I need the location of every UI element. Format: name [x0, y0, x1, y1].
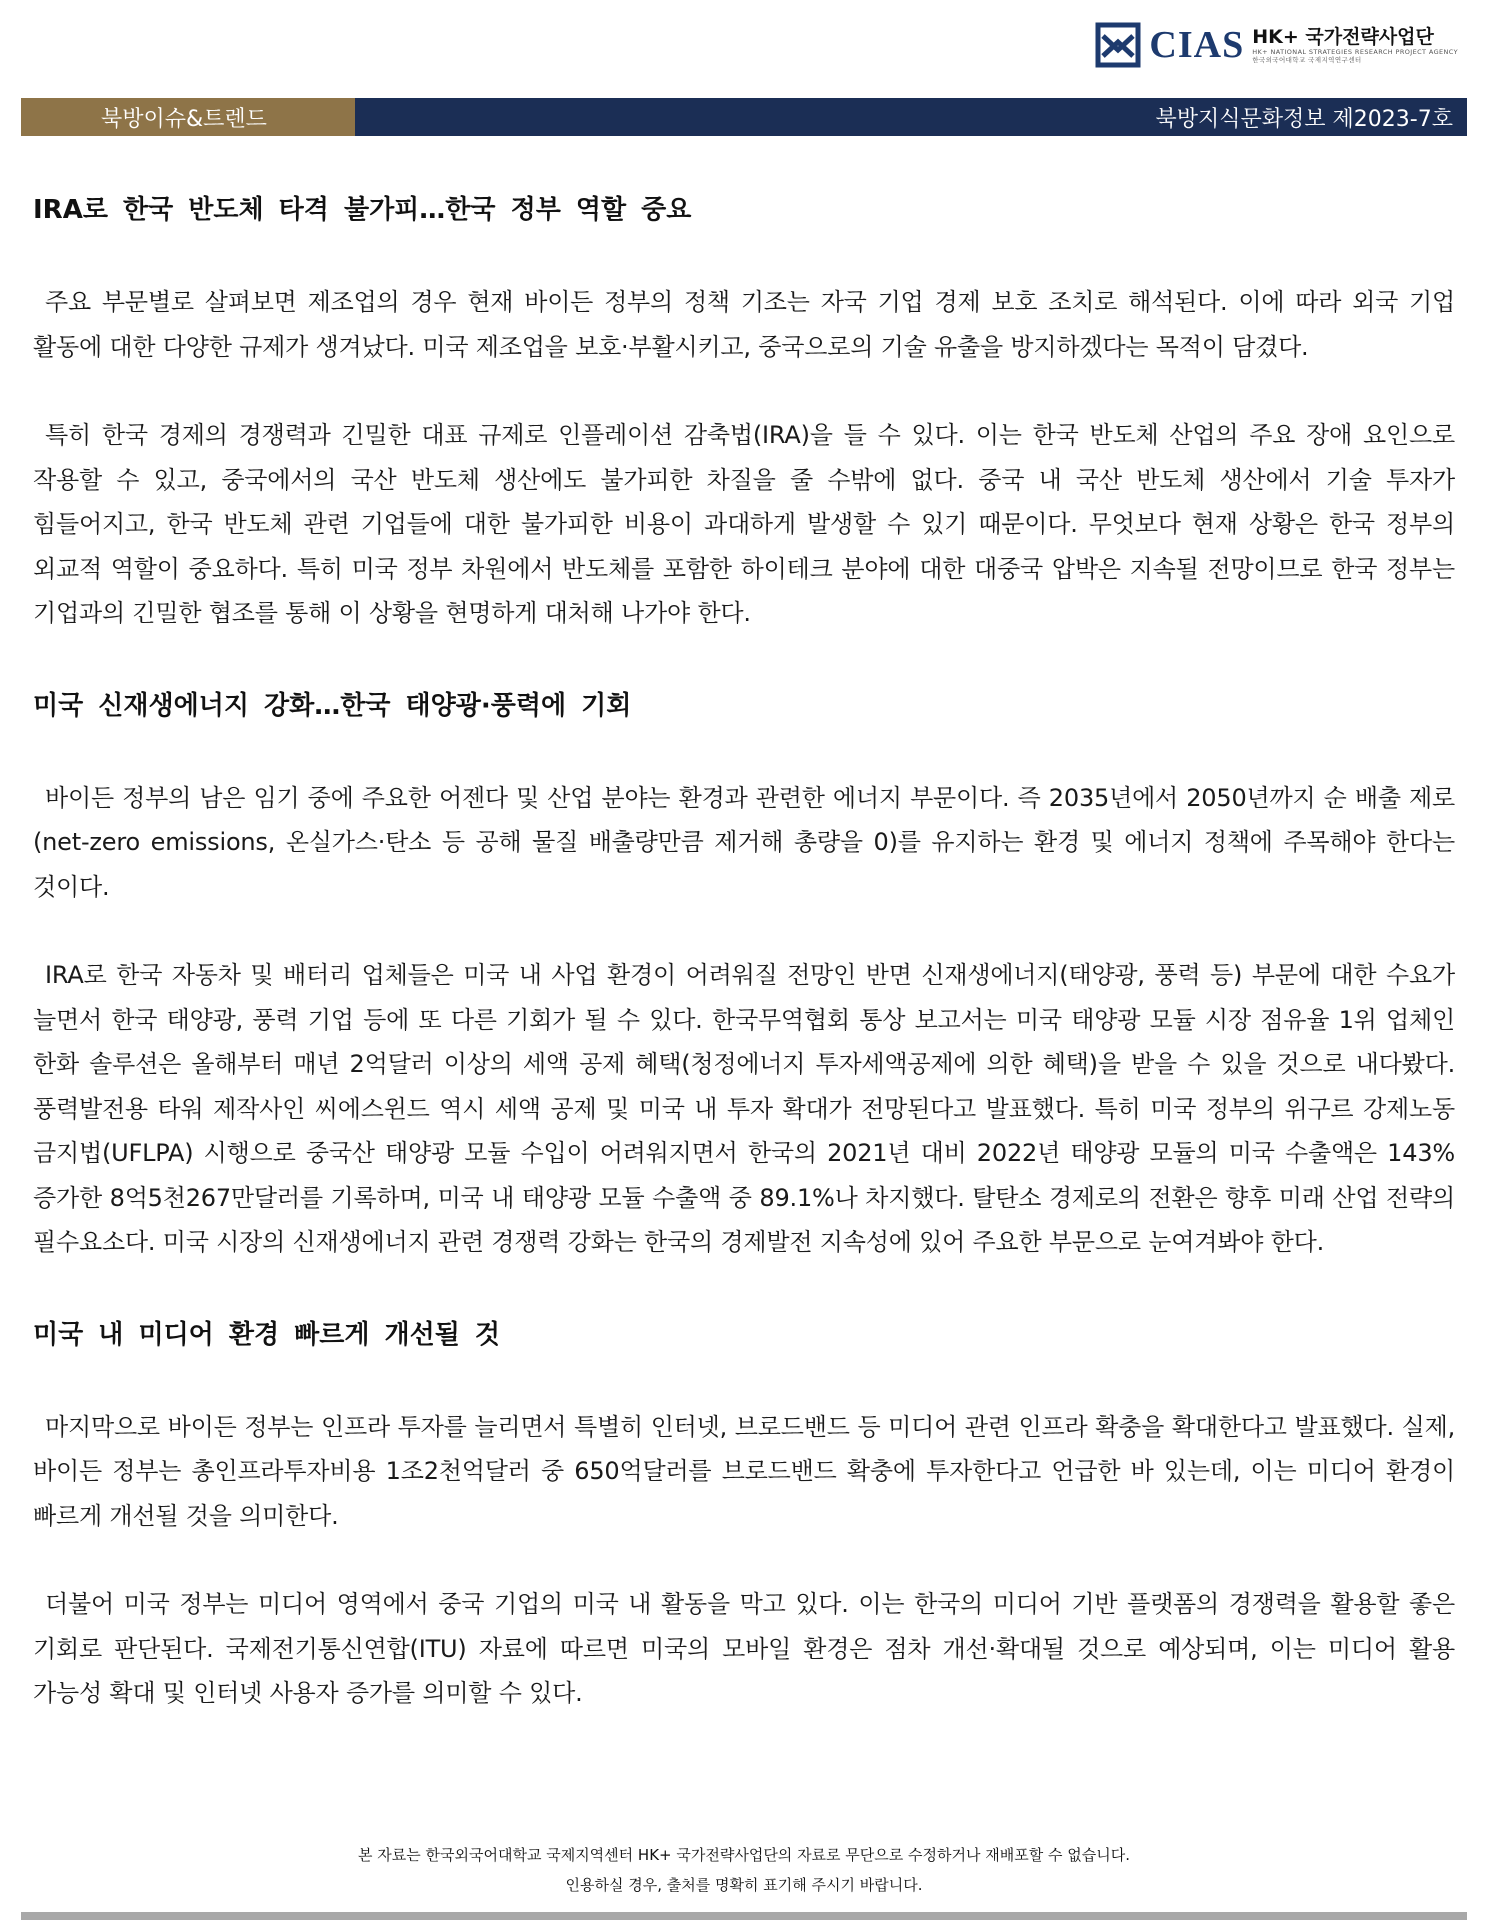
paragraph: 특히 한국 경제의 경쟁력과 긴밀한 대표 규제로 인플레이션 감축법(IRA)을 들 수 있다. 이는 한국 반도체 산업의 주요 장애 요인으로 작용할 수 있고, 중국에서의 국산 반도체 생산에도 불가피한 차질을 줄 수밖에 없다. 중국 내 국산 반도체 생산에서 기술 투자가 힘들어지고, 한국 반도체 관련 기업들에 대한 불가피한 비용이 과대하게 발생할 수 있기 때문이다. 무엇보다 현재 상황은 한국 정부의 외교적 역할이 중요하다. 특히 미국 정부 차원에서 반도체를 포함한 하이테크 분야에 대한 대중국 압박은 지속될 전망이므로 한국 정부는 기업과의 긴밀한 협조를 통해 이 상황을 현명하게 대처해 나가야 한다.: [33, 421, 1455, 627]
paragraph: 바이든 정부의 남은 임기 중에 주요한 어젠다 및 산업 분야는 환경과 관련한 에너지 부문이다. 즉 2035년에서 2050년까지 순 배출 제로(net-zero emissions, 온실가스·탄소 등 공해 물질 배출량만큼 제거해 총량을 0)를 유지하는 환경 및 에너지 정책에 주목해야 한다는 것이다.: [33, 783, 1455, 901]
logo-wordmark: CIAS: [1149, 24, 1245, 66]
header-bar: [21, 98, 1467, 136]
paragraph: IRA로 한국 자동차 및 배터리 업체들은 미국 내 사업 환경이 어려워질 전망인 반면 신재생에너지(태양광, 풍력 등) 부문에 대한 수요가 늘면서 한국 태양광, 풍력 기업 등에 또 다른 기회가 될 수 있다. 한국무역협회 통상 보고서는 미국 태양광 모듈 시장 점유율 1위 업체인 한화 솔루션은 올해부터 매년 2억달러 이상의 세액 공제 혜택(청정에너지 투자세액공제에 의한 혜택)을 받을 수 있을 것으로 내다봤다. 풍력발전용 타워 제작사인 씨에스윈드 역시 세액 공제 및 미국 내 투자 확대가 전망된다고 발표했다. 특히 미국 정부의 위구르 강제노동 금지법(UFLPA) 시행으로 중국산 태양광 모듈 수입이 어려워지면서 한국의 2021년 대비 2022년 태양광 모듈의 미국 수출액은 143% 증가한 8억5천267만달러를 기록하며, 미국 내 태양광 모듈 수출액 중 89.1%나 차지했다. 탈탄소 경제로의 전환은 향후 미래 산업 전략의 필수요소다. 미국 시장의 신재생에너지 관련 경쟁력 강화는 한국의 경제발전 지속성에 있어 주요한 부문으로 눈여겨봐야 한다.: [33, 961, 1455, 1256]
cias-logo: [1095, 22, 1458, 68]
series-label: 북방이슈&트렌드: [21, 98, 355, 136]
issue-number: 북방지식문화정보 제2023-7호: [1155, 106, 1453, 132]
cias-emblem-icon: [1095, 22, 1141, 68]
footer-line-1: 본 자료는 한국외국어대학교 국제지역센터 HK+ 국가전략사업단의 자료로 무단으로 수정하거나 재배포할 수 없습니다.: [358, 1846, 1130, 1864]
section-heading: 미국 신재생에너지 강화…한국 태양광·풍력에 기회: [33, 690, 632, 721]
paragraph: 주요 부문별로 살펴보면 제조업의 경우 현재 바이든 정부의 정책 기조는 자국 기업 경제 보호 조치로 해석된다. 이에 따라 외국 기업 활동에 대한 다양한 규제가 생겨났다. 미국 제조업을 보호·부활시키고, 중국으로의 기술 유출을 방지하겠다는 목적이 담겼다.: [33, 288, 1455, 361]
logo-subtitle-ko: 한국외국어대학교 국제지역연구센터: [1252, 56, 1362, 64]
footer-line-2: 인용하실 경우, 출처를 명확히 표기해 주시기 바랍니다.: [565, 1876, 923, 1894]
section-heading: IRA로 한국 반도체 타격 불가피…한국 정부 역할 중요: [33, 195, 692, 225]
paragraph: 더불어 미국 정부는 미디어 영역에서 중국 기업의 미국 내 활동을 막고 있다. 이는 한국의 미디어 기반 플랫폼의 경쟁력을 활용할 좋은 기회로 판단된다. 국제전기통신연합(ITU) 자료에 따르면 미국의 모바일 환경은 점차 개선·확대될 것으로 예상되며, 이는 미디어 활용 가능성 확대 및 인터넷 사용자 증가를 의미할 수 있다.: [33, 1590, 1455, 1707]
logo-title: HK+ 국가전략사업단: [1252, 26, 1434, 48]
section-heading: 미국 내 미디어 환경 빠르게 개선될 것: [33, 1319, 501, 1350]
logo-text-block: [1252, 26, 1458, 64]
paragraph: 마지막으로 바이든 정부는 인프라 투자를 늘리면서 특별히 인터넷, 브로드밴드 등 미디어 관련 인프라 확충을 확대한다고 발표했다. 실제, 바이든 정부는 총인프라투자비용 1조2천억달러 중 650억달러를 브로드밴드 확충에 투자한다고 언급한 바 있는데, 이는 미디어 환경이 빠르게 개선될 것을 의미한다.: [33, 1412, 1455, 1530]
logo-subtitle-en: HK+ NATIONAL STRATEGIES RESEARCH PROJECT AGENCY: [1252, 48, 1458, 56]
article-body: [33, 182, 1455, 1716]
footer-rule: [21, 1912, 1467, 1920]
footer-notice: [0, 1840, 1488, 1900]
